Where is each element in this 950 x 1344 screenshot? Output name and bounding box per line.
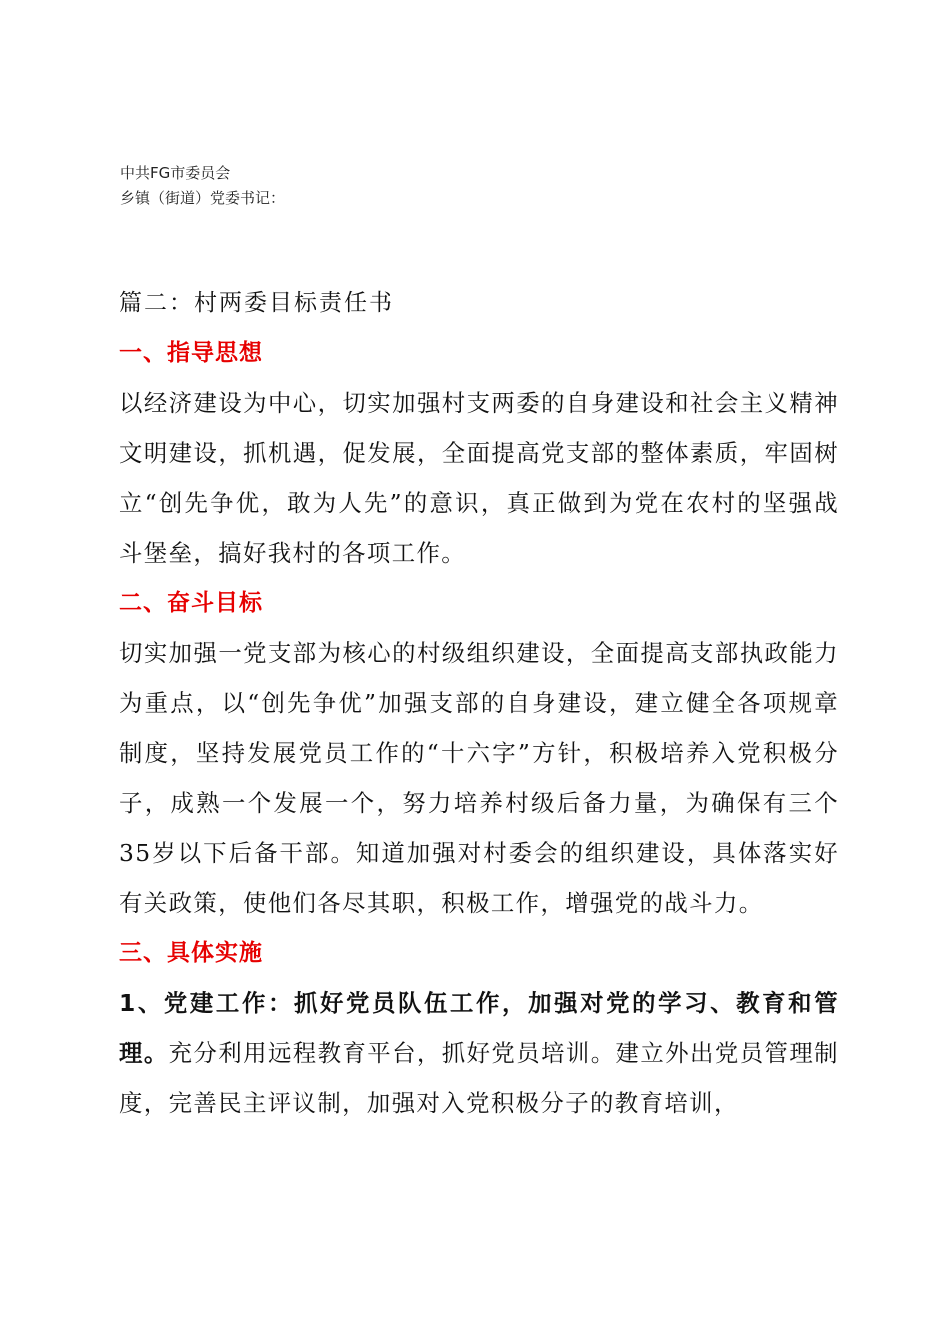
item-body-text: 充分利用远程教育平台，抓好党员培训。建立外出党员管理制度，完善民主评议制，加强对入党积极分子的教育培训， — [119, 1039, 839, 1117]
section-paragraph-goals: 切实加强一党支部为核心的村级组织建设，全面提高支部执政能力为重点，以“创先争优”加强支部的自身建设，建立健全各项规章制度，坚持发展党员工作的“十六字”方针，积极培养入党积极分子，成熟一个发展一个，努力培养村级后备力量，为确保有三个35岁以下后备干部。知道加强对村委会的组织建设，具体落实好有关政策，使他们各尽其职，积极工作，增强党的战斗力。 — [119, 639, 839, 917]
signature-line-organization: 中共FG市委员会 — [120, 164, 231, 182]
signature-line-secretary: 乡镇（街道）党委书记： — [120, 189, 286, 207]
section-heading-goals: 二、奋斗目标 — [119, 590, 263, 616]
item-lead-text: 1、党建工作：抓好党员队伍工作，加强对党的学习、教育和管理。 — [119, 989, 839, 1067]
document-body — [119, 278, 839, 1128]
implementation-item-party-building — [119, 978, 839, 1128]
section-heading-guiding-thought: 一、指导思想 — [119, 340, 263, 366]
section-paragraph-guiding-thought: 以经济建设为中心，切实加强村支两委的自身建设和社会主义精神文明建设，抓机遇，促发展，全面提高党支部的整体素质，牢固树立“创先争优，敢为人先”的意识，真正做到为党在农村的坚强战斗堡垒，搞好我村的各项工作。 — [119, 389, 839, 567]
section-heading-implementation: 三、具体实施 — [119, 940, 263, 966]
document-title: 篇二：村两委目标责任书 — [119, 290, 394, 316]
